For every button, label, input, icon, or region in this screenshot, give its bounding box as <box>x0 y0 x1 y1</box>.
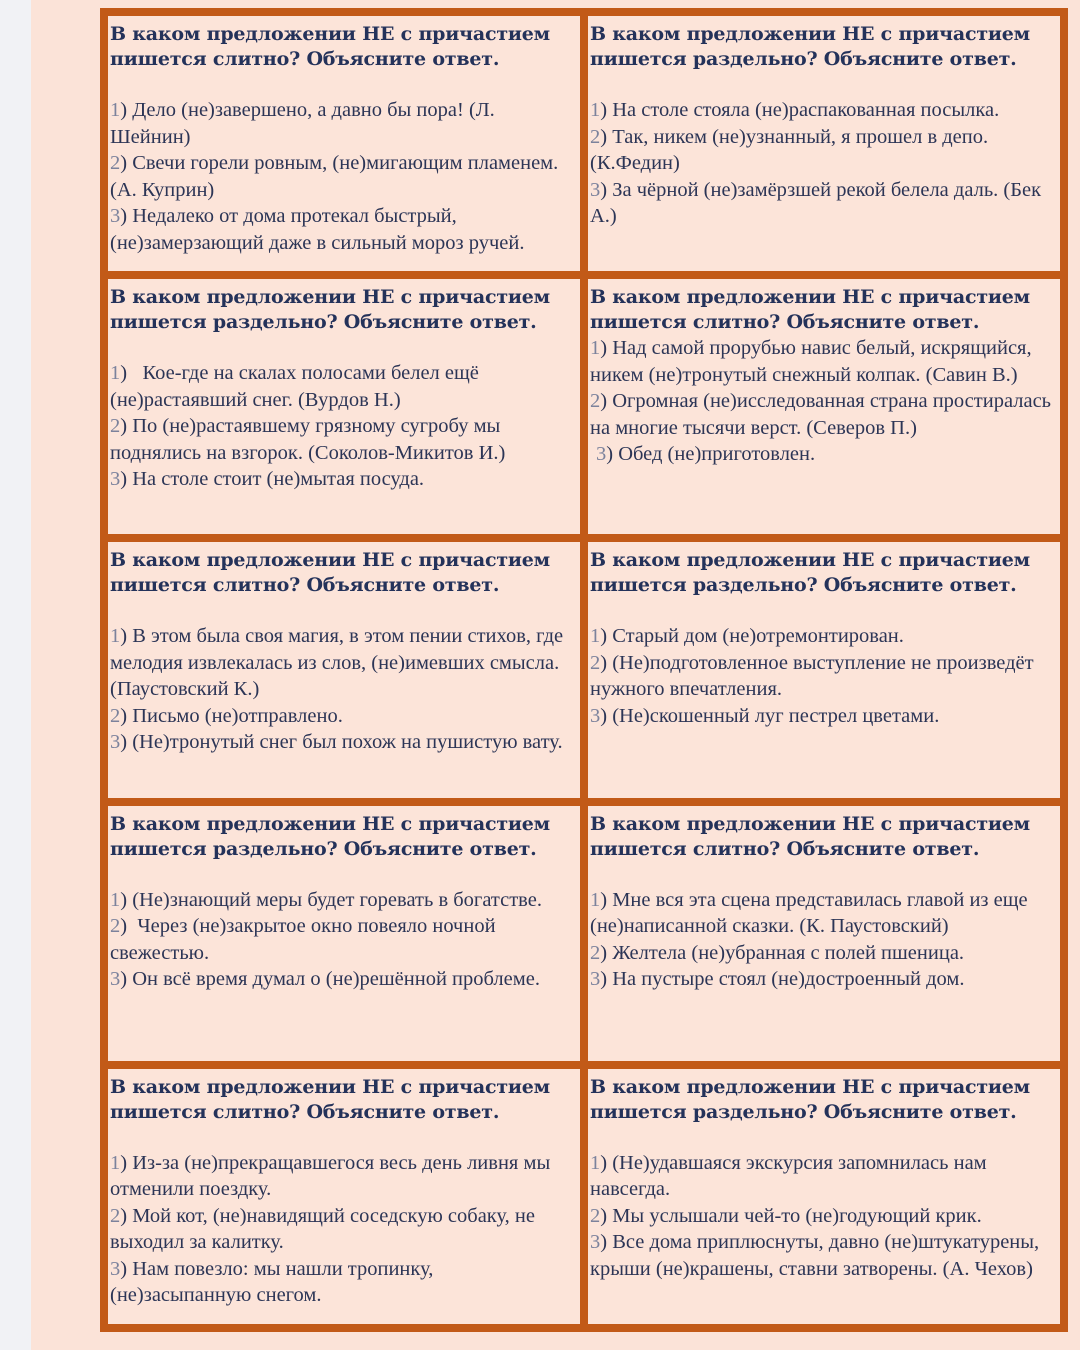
option-number: 3 <box>590 1231 601 1254</box>
option-number: 2 <box>110 415 121 438</box>
option-text: Над самой прорубью навис белый, искрящийся, никем (не)тронутый снежный колпак. (Савин В.) <box>590 337 1032 386</box>
question-line: В каком предложении НЕ с причастием <box>110 23 550 45</box>
question-line: пишется раздельно? Объясните ответ. <box>110 837 537 860</box>
answer-options <box>590 97 1056 230</box>
answer-option: 2) Письмо (не)отправлено. <box>110 704 343 727</box>
option-text: Нам повезло: мы нашли тропинку, (не)засыпанную снегом. <box>110 1257 434 1307</box>
question-line: пишется раздельно? Объясните ответ. <box>590 48 1017 70</box>
option-number: 3 <box>110 968 121 991</box>
answer-option: 2) Через (не)закрытое окно повеяло ночной свежестью. <box>110 915 501 964</box>
answer-option: 3) Обед (не)приготовлен. <box>596 443 816 466</box>
option-number: 1 <box>110 362 121 385</box>
option-number: 1 <box>590 99 601 121</box>
option-text: Свечи горели ровным, (не)мигающим пламенем. (А. Куприн) <box>110 152 559 201</box>
answer-option: 3) На столе стоит (не)мытая посуда. <box>110 468 425 491</box>
question-line: пишется раздельно? Объясните ответ. <box>110 311 537 334</box>
answer-option: 3) Нам повезло: мы нашли тропинку, (не)засыпанную снегом. <box>110 1257 434 1307</box>
option-text: Дело (не)завершено, а давно бы пора! (Л. Шейнин) <box>110 99 495 148</box>
answer-options <box>110 97 576 256</box>
option-number: 3 <box>590 704 601 727</box>
option-text: (Не)знающий меры будет горевать в богатстве. <box>132 888 542 911</box>
option-number: 1 <box>110 99 121 121</box>
option-number: 1 <box>590 625 601 648</box>
question-line: В каком предложении НЕ с причастием <box>110 549 550 572</box>
question-line: пишется слитно? Объясните ответ. <box>110 574 500 597</box>
question-line: пишется слитно? Объясните ответ. <box>110 1100 500 1123</box>
task-card <box>588 279 1060 534</box>
answer-option: 2) Свечи горели ровным, (не)мигающим пламенем. (А. Куприн) <box>110 152 559 201</box>
answer-option: 3) Недалеко от дома протекал быстрый, (не)замерзающий даже в сильный мороз ручей. <box>110 205 525 254</box>
option-text: Старый дом (не)отремонтирован. <box>612 625 904 648</box>
question-heading <box>590 812 1056 862</box>
answer-option: 1) (Не)знающий меры будет горевать в богатстве. <box>110 888 542 911</box>
option-text: В этом была своя магия, в этом пении стихов, где мелодия извлекалась из слов, (не)имевших смысла. (Паустовский К.) <box>110 625 564 701</box>
answer-options <box>110 360 576 493</box>
answer-option: 2) (Не)подготовленное выступление не произведёт нужного впечатления. <box>590 651 1034 701</box>
answer-options <box>590 887 1056 993</box>
question-line: пишется раздельно? Объясните ответ. <box>590 1100 1017 1123</box>
option-text: За чёрной (не)замёрзшей рекой белела даль. (Бек А.) <box>590 178 1042 227</box>
answer-option: 1) В этом была своя магия, в этом пении стихов, где мелодия извлекалась из слов, (не)имевших смысла. (Паустовский К.) <box>110 625 564 701</box>
answer-option: 2) Желтела (не)убранная с полей пшеница. <box>590 941 965 964</box>
answer-option: 1) (Не)удавшаяся экскурсия запомнилась нам навсегда. <box>590 1151 987 1201</box>
option-text: (Не)подготовленное выступление не произведёт нужного впечатления. <box>590 651 1034 701</box>
question-line: пишется слитно? Объясните ответ. <box>590 837 980 860</box>
option-number: 1 <box>110 625 121 648</box>
task-card <box>108 1069 580 1324</box>
question-heading <box>110 1075 576 1125</box>
task-card <box>588 542 1060 797</box>
answer-option: 3) Все дома приплюснуты, давно (не)штукатурены, крыши (не)крашены, ставни затворены. (А. Чехов) <box>590 1231 1040 1280</box>
question-heading <box>590 285 1056 335</box>
answer-options <box>110 887 576 993</box>
option-number: 3 <box>110 731 121 754</box>
option-text: Огромная (не)исследованная страна простиралась на многие тысячи верст. (Северов П.) <box>590 390 1052 439</box>
answer-option: 1) Мне вся эта сцена представилась главой из еще (не)написанной сказки. (К. Паустовский) <box>590 888 1028 938</box>
answer-option: 2) Мы услышали чей-то (не)годующий крик. <box>590 1204 982 1227</box>
option-text: На столе стояла (не)распакованная посылка. <box>612 99 1000 121</box>
option-number: 2 <box>110 704 121 727</box>
answer-option: 1) Из-за (не)прекращавшегося весь день ливня мы отменили поездку. <box>110 1151 551 1201</box>
answer-option: 1) Кое-где на скалах полосами белел ещё (не)растаявший снег. (Вурдов Н.) <box>110 362 485 411</box>
answer-options <box>590 623 1056 729</box>
answer-option: 2) По (не)растаявшему грязному сугробу мы поднялись на взгорок. (Соколов-Микитов И.) <box>110 415 506 464</box>
task-card <box>588 806 1060 1061</box>
task-card-grid <box>100 8 1068 1332</box>
answer-option: 3) (Не)скошенный луг пестрел цветами. <box>590 704 940 727</box>
answer-option: 1) На столе стояла (не)распакованная посылка. <box>590 99 1000 121</box>
question-heading <box>110 812 576 862</box>
option-number: 2 <box>110 1204 121 1227</box>
question-line: В каком предложении НЕ с причастием <box>110 1075 550 1098</box>
question-line: В каком предложении НЕ с причастием <box>590 23 1030 45</box>
task-card <box>588 1069 1060 1324</box>
option-text: Так, никем (не)узнанный, я прошел в депо. (К.Федин) <box>590 125 989 174</box>
option-text: Мой кот, (не)навидящий соседскую собаку, не выходил за калитку. <box>110 1204 535 1254</box>
question-heading <box>110 285 576 335</box>
option-text: (Не)удавшаяся экскурсия запомнилась нам навсегда. <box>590 1151 987 1201</box>
question-heading <box>110 22 576 72</box>
option-number: 3 <box>110 205 121 227</box>
option-number: 3 <box>590 178 601 201</box>
option-number: 3 <box>110 468 121 491</box>
question-line: В каком предложении НЕ с причастием <box>590 1075 1030 1098</box>
option-number: 2 <box>590 941 601 964</box>
answer-options <box>590 1150 1056 1283</box>
option-number: 2 <box>590 125 601 148</box>
answer-option: 1) Дело (не)завершено, а давно бы пора! (Л. Шейнин) <box>110 99 495 148</box>
question-heading <box>590 548 1056 598</box>
option-number: 2 <box>590 1204 601 1227</box>
task-card <box>108 806 580 1061</box>
question-line: В каком предложении НЕ с причастием <box>590 812 1030 835</box>
option-number: 2 <box>110 152 121 174</box>
option-text: Кое-где на скалах полосами белел ещё (не)растаявший снег. (Вурдов Н.) <box>110 362 485 411</box>
answer-option: 3) Он всё время думал о (не)решённой проблеме. <box>110 968 540 991</box>
option-text: Все дома приплюснуты, давно (не)штукатурены, крыши (не)крашены, ставни затворены. (А. Чехов) <box>590 1231 1040 1280</box>
question-line: пишется слитно? Объясните ответ. <box>590 311 980 334</box>
option-text: Письмо (не)отправлено. <box>132 704 343 727</box>
task-card <box>108 16 580 271</box>
answer-option: 2) Огромная (не)исследованная страна простиралась на многие тысячи верст. (Северов П.) <box>590 390 1052 439</box>
question-heading <box>590 22 1056 72</box>
option-text: (Не)тронутый снег был похож на пушистую вату. <box>132 731 563 754</box>
answer-options <box>110 1150 576 1309</box>
option-text: На столе стоит (не)мытая посуда. <box>132 468 425 491</box>
option-number: 2 <box>110 915 121 938</box>
question-heading <box>110 548 576 598</box>
option-number: 2 <box>590 390 601 413</box>
question-line: В каком предложении НЕ с причастием <box>590 549 1030 572</box>
option-number: 1 <box>590 888 601 911</box>
task-card <box>108 279 580 534</box>
question-heading <box>590 1075 1056 1125</box>
answer-option: 2) Мой кот, (не)навидящий соседскую собаку, не выходил за калитку. <box>110 1204 535 1254</box>
option-text: (Не)скошенный луг пестрел цветами. <box>612 704 940 727</box>
option-number: 1 <box>110 1151 121 1174</box>
option-text: Через (не)закрытое окно повеяло ночной свежестью. <box>110 915 501 964</box>
answer-option: 3) За чёрной (не)замёрзшей рекой белела даль. (Бек А.) <box>590 178 1042 227</box>
option-number: 2 <box>590 651 601 674</box>
option-number: 3 <box>596 443 607 466</box>
answer-option: 1) Старый дом (не)отремонтирован. <box>590 625 904 648</box>
option-number: 3 <box>110 1257 121 1280</box>
option-text: Обед (не)приготовлен. <box>618 443 816 466</box>
question-line: В каком предложении НЕ с причастием <box>590 286 1030 309</box>
question-line: пишется раздельно? Объясните ответ. <box>590 574 1017 597</box>
option-number: 1 <box>590 1151 601 1174</box>
option-text: На пустыре стоял (не)достроенный дом. <box>612 968 965 991</box>
answer-options <box>110 623 576 756</box>
option-text: Мне вся эта сцена представилась главой из еще (не)написанной сказки. (К. Паустовский) <box>590 888 1028 938</box>
task-card <box>108 542 580 797</box>
task-card <box>588 16 1060 271</box>
answer-option: 2) Так, никем (не)узнанный, я прошел в депо. (К.Федин) <box>590 125 989 174</box>
answer-options <box>590 335 1056 468</box>
document-page <box>31 0 1080 1350</box>
option-number: 1 <box>590 337 601 360</box>
option-number: 3 <box>590 968 601 991</box>
option-text: Он всё время думал о (не)решённой проблеме. <box>132 968 540 991</box>
answer-option: 3) (Не)тронутый снег был похож на пушистую вату. <box>110 731 563 754</box>
answer-option: 1) Над самой прорубью навис белый, искрящийся, никем (не)тронутый снежный колпак. (Савин В.) <box>590 337 1032 386</box>
option-text: Недалеко от дома протекал быстрый, (не)замерзающий даже в сильный мороз ручей. <box>110 205 525 254</box>
option-text: Желтела (не)убранная с полей пшеница. <box>612 941 965 964</box>
question-line: пишется слитно? Объясните ответ. <box>110 48 500 70</box>
option-text: Из-за (не)прекращавшегося весь день ливня мы отменили поездку. <box>110 1151 551 1201</box>
answer-option: 3) На пустыре стоял (не)достроенный дом. <box>590 968 965 991</box>
option-text: По (не)растаявшему грязному сугробу мы поднялись на взгорок. (Соколов-Микитов И.) <box>110 415 506 464</box>
question-line: В каком предложении НЕ с причастием <box>110 286 550 309</box>
option-number: 1 <box>110 888 121 911</box>
question-line: В каком предложении НЕ с причастием <box>110 812 550 835</box>
option-text: Мы услышали чей-то (не)годующий крик. <box>612 1204 982 1227</box>
